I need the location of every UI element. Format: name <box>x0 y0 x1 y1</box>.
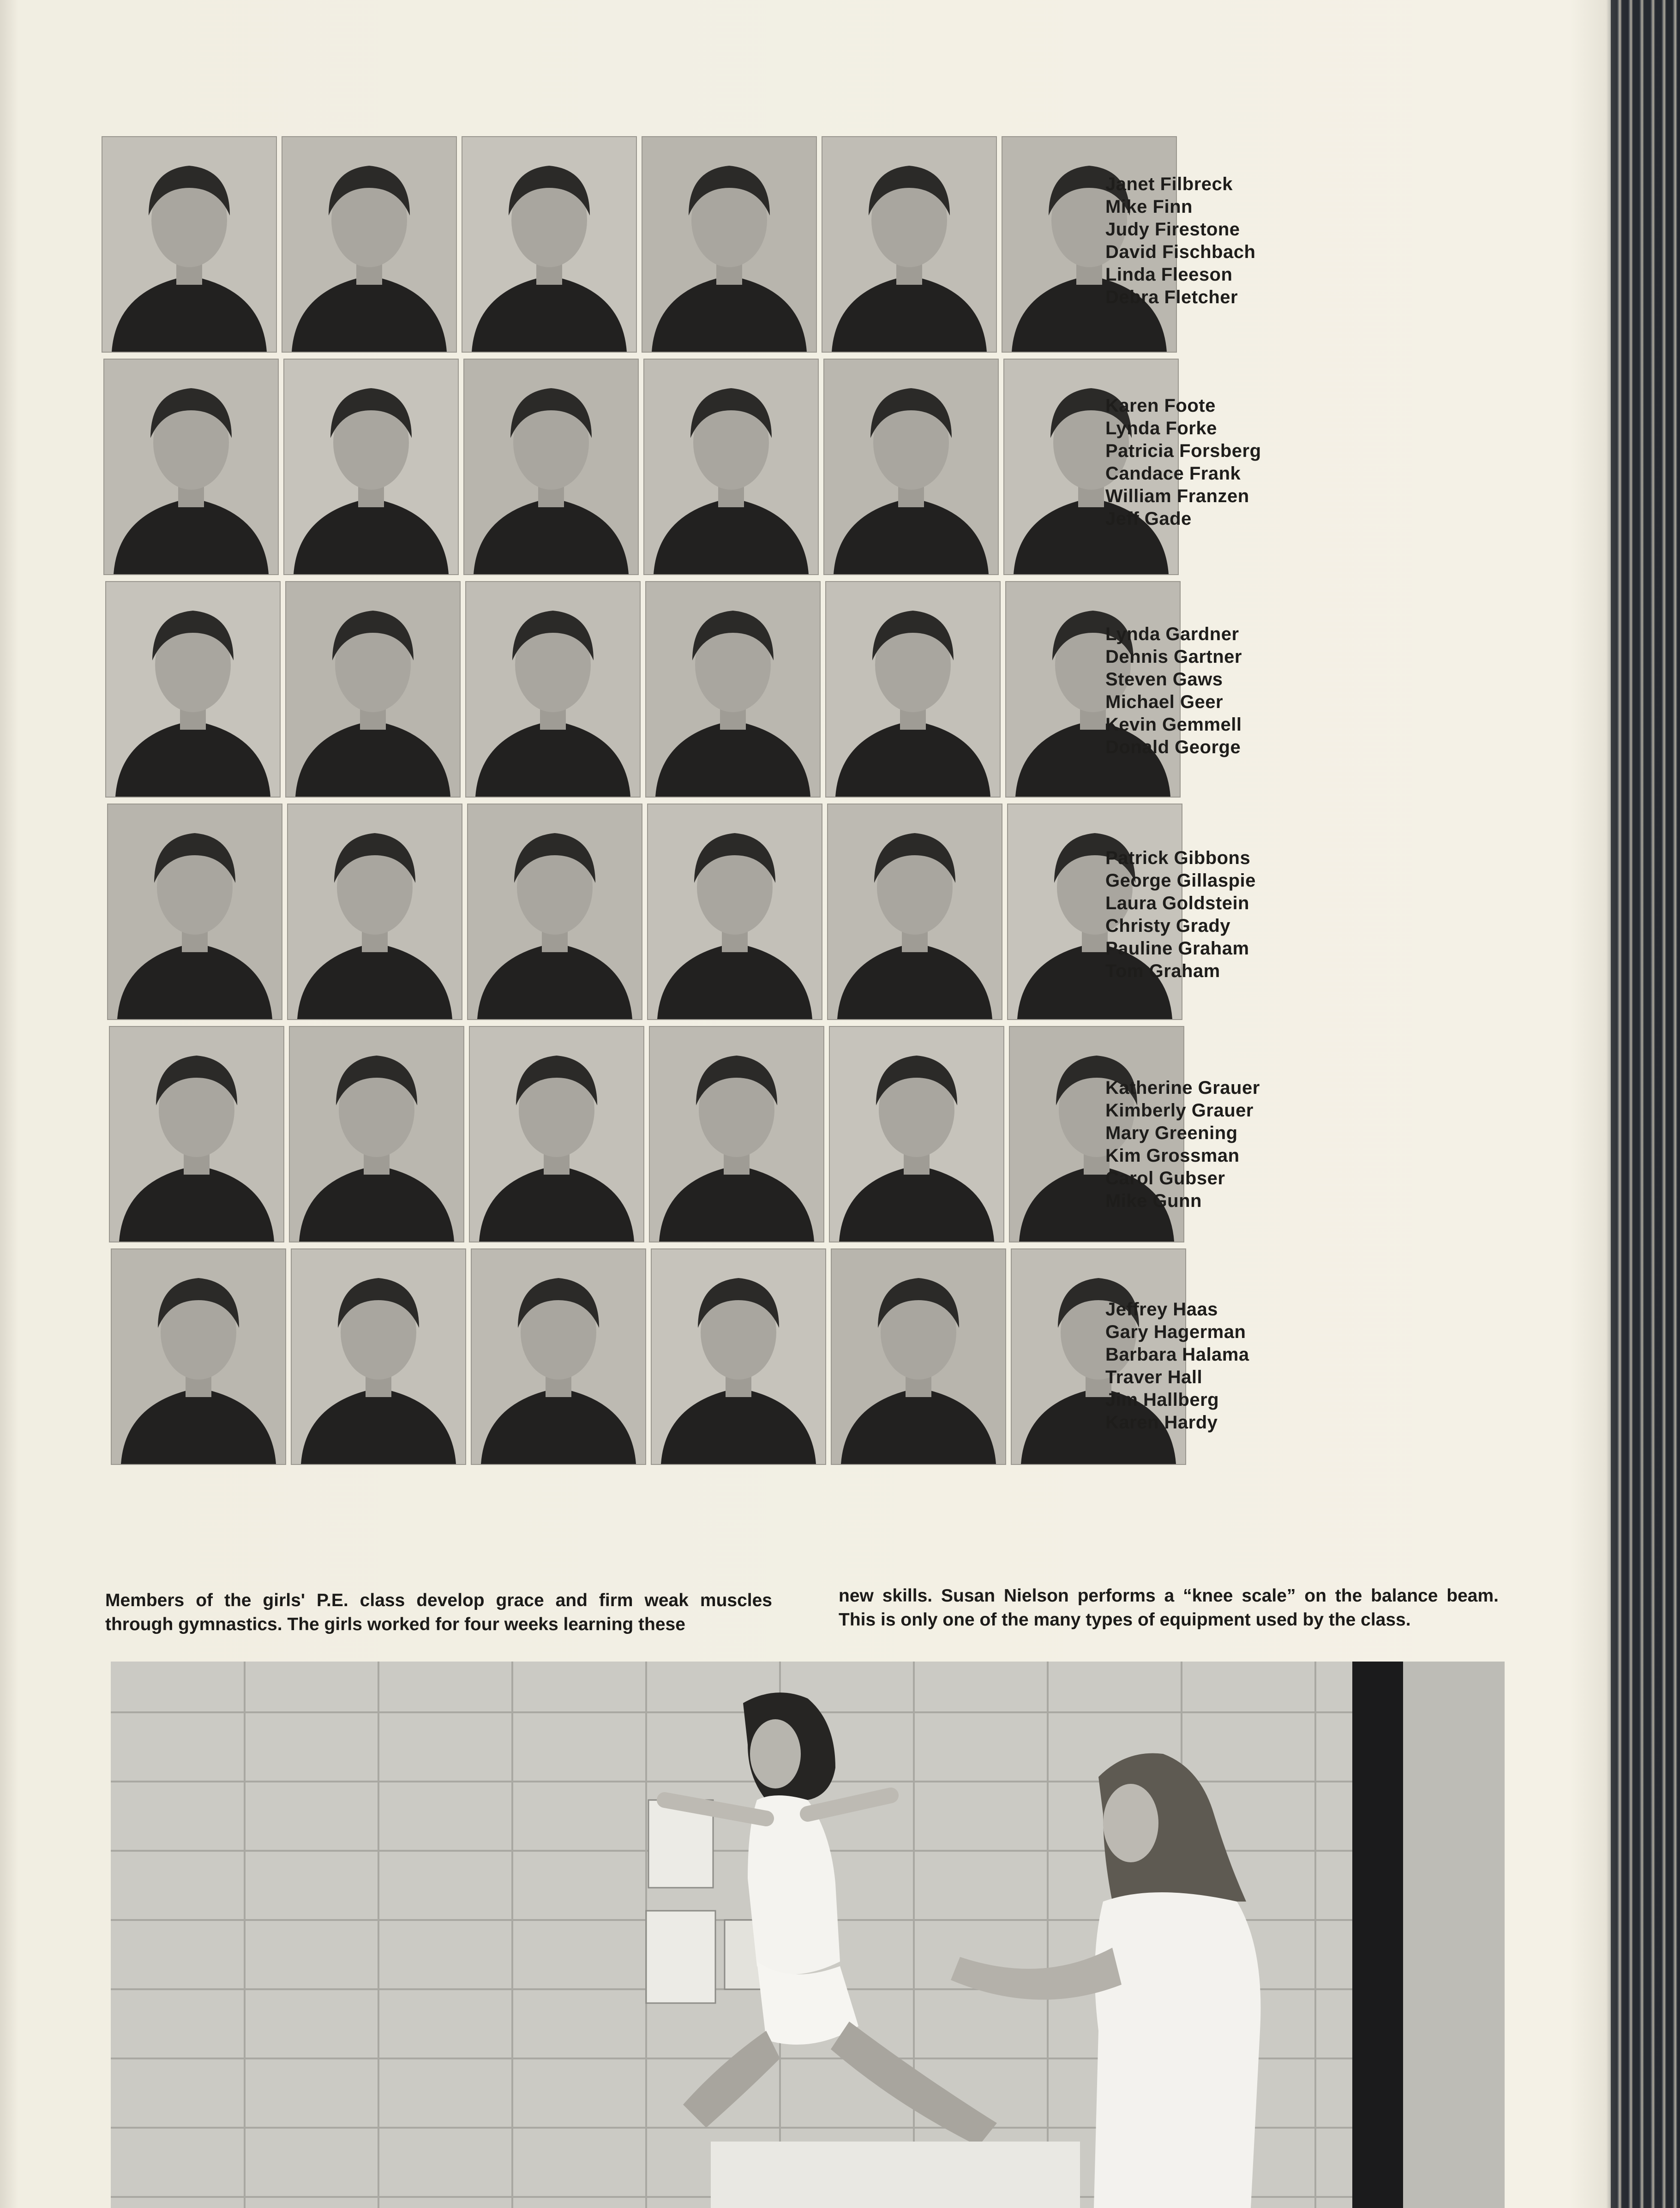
student-portrait <box>649 1026 824 1242</box>
student-name: Linda Fleeson <box>1105 264 1233 285</box>
student-name: Pauline Graham <box>1105 938 1249 959</box>
student-name: Jeffrey Haas <box>1105 1299 1218 1320</box>
student-name: William Franzen <box>1105 486 1249 506</box>
student-portrait <box>283 359 459 575</box>
student-name: Patricia Forsberg <box>1105 441 1261 461</box>
photo-caption-right: new skills. Susan Nielson performs a “knee scale” on the balance beam. This is only one of the many types of equipment used by the class. <box>839 1586 1499 1630</box>
student-name: Kimberly Grauer <box>1105 1100 1254 1121</box>
name-list-row-4 <box>1105 847 1299 983</box>
book-binding-edge <box>1611 0 1680 2208</box>
student-portrait <box>109 1026 284 1242</box>
student-name: Laura Goldstein <box>1105 893 1249 913</box>
student-name: Donald George <box>1105 737 1241 757</box>
student-portrait <box>287 804 462 1020</box>
name-list-row-5 <box>1105 1077 1299 1212</box>
gymnastics-photo <box>111 1662 1505 2208</box>
name-list-row-2 <box>1105 395 1299 530</box>
student-portrait <box>102 136 277 353</box>
student-portrait <box>829 1026 1004 1242</box>
student-portrait <box>107 804 282 1020</box>
student-name: Michael Geer <box>1105 692 1224 712</box>
student-portrait <box>831 1248 1006 1465</box>
student-name: Kim Grossman <box>1105 1146 1240 1166</box>
student-portrait <box>469 1026 644 1242</box>
student-portrait <box>471 1248 646 1465</box>
student-name: Jeff Gade <box>1105 509 1192 529</box>
student-portrait <box>111 1248 286 1465</box>
gymnastics-photo-graphic <box>111 1662 1505 2208</box>
student-portrait <box>282 136 457 353</box>
student-portrait <box>467 804 642 1020</box>
student-name: Janet Filbreck <box>1105 174 1233 194</box>
student-name: Candace Frank <box>1105 463 1241 484</box>
student-portrait <box>465 581 641 798</box>
student-name: Traver Hall <box>1105 1367 1203 1387</box>
student-name: Steven Gaws <box>1105 669 1223 690</box>
student-portrait <box>463 359 639 575</box>
student-name: Kevin Gemmell <box>1105 714 1242 735</box>
student-portrait <box>827 804 1002 1020</box>
student-name: David Fischbach <box>1105 242 1256 262</box>
photo-caption-left: Members of the girls' P.E. class develop grace and firm weak muscles through gymnastics. The girls worked for four weeks learning these <box>105 1590 772 1634</box>
student-name: Jim Hallberg <box>1105 1390 1219 1410</box>
student-name: Mary Greening <box>1105 1123 1238 1143</box>
student-name: Judy Firestone <box>1105 219 1240 240</box>
student-name: Mike Finn <box>1105 197 1193 217</box>
student-portrait <box>103 359 279 575</box>
student-name: Tom Graham <box>1105 961 1220 981</box>
student-portrait <box>823 359 999 575</box>
student-name: George Gillaspie <box>1105 870 1256 891</box>
student-name: Mike Gunn <box>1105 1191 1202 1211</box>
student-name: Barbara Halama <box>1105 1344 1249 1365</box>
student-name: Debra Fletcher <box>1105 287 1238 307</box>
student-portrait <box>105 581 281 798</box>
student-portrait <box>645 581 821 798</box>
student-portrait <box>651 1248 826 1465</box>
student-portrait <box>647 804 822 1020</box>
student-portrait <box>825 581 1001 798</box>
name-list-row-3 <box>1105 623 1299 759</box>
student-portrait <box>289 1026 464 1242</box>
student-name: Karen Hardy <box>1105 1412 1218 1433</box>
student-portrait <box>285 581 461 798</box>
student-name: Dennis Gartner <box>1105 647 1242 667</box>
student-name: Katherine Grauer <box>1105 1078 1260 1098</box>
student-portrait <box>462 136 637 353</box>
student-portrait <box>822 136 997 353</box>
student-name: Carol Gubser <box>1105 1168 1225 1188</box>
student-name: Lynda Gardner <box>1105 624 1239 644</box>
name-list-row-6 <box>1105 1298 1299 1434</box>
student-portrait <box>291 1248 466 1465</box>
student-name: Patrick Gibbons <box>1105 848 1251 868</box>
student-portrait <box>642 136 817 353</box>
student-name: Karen Foote <box>1105 396 1216 416</box>
student-name: Gary Hagerman <box>1105 1322 1246 1342</box>
student-name: Lynda Forke <box>1105 418 1217 438</box>
student-name: Christy Grady <box>1105 916 1231 936</box>
name-list-row-1 <box>1105 173 1299 309</box>
student-portrait <box>643 359 819 575</box>
